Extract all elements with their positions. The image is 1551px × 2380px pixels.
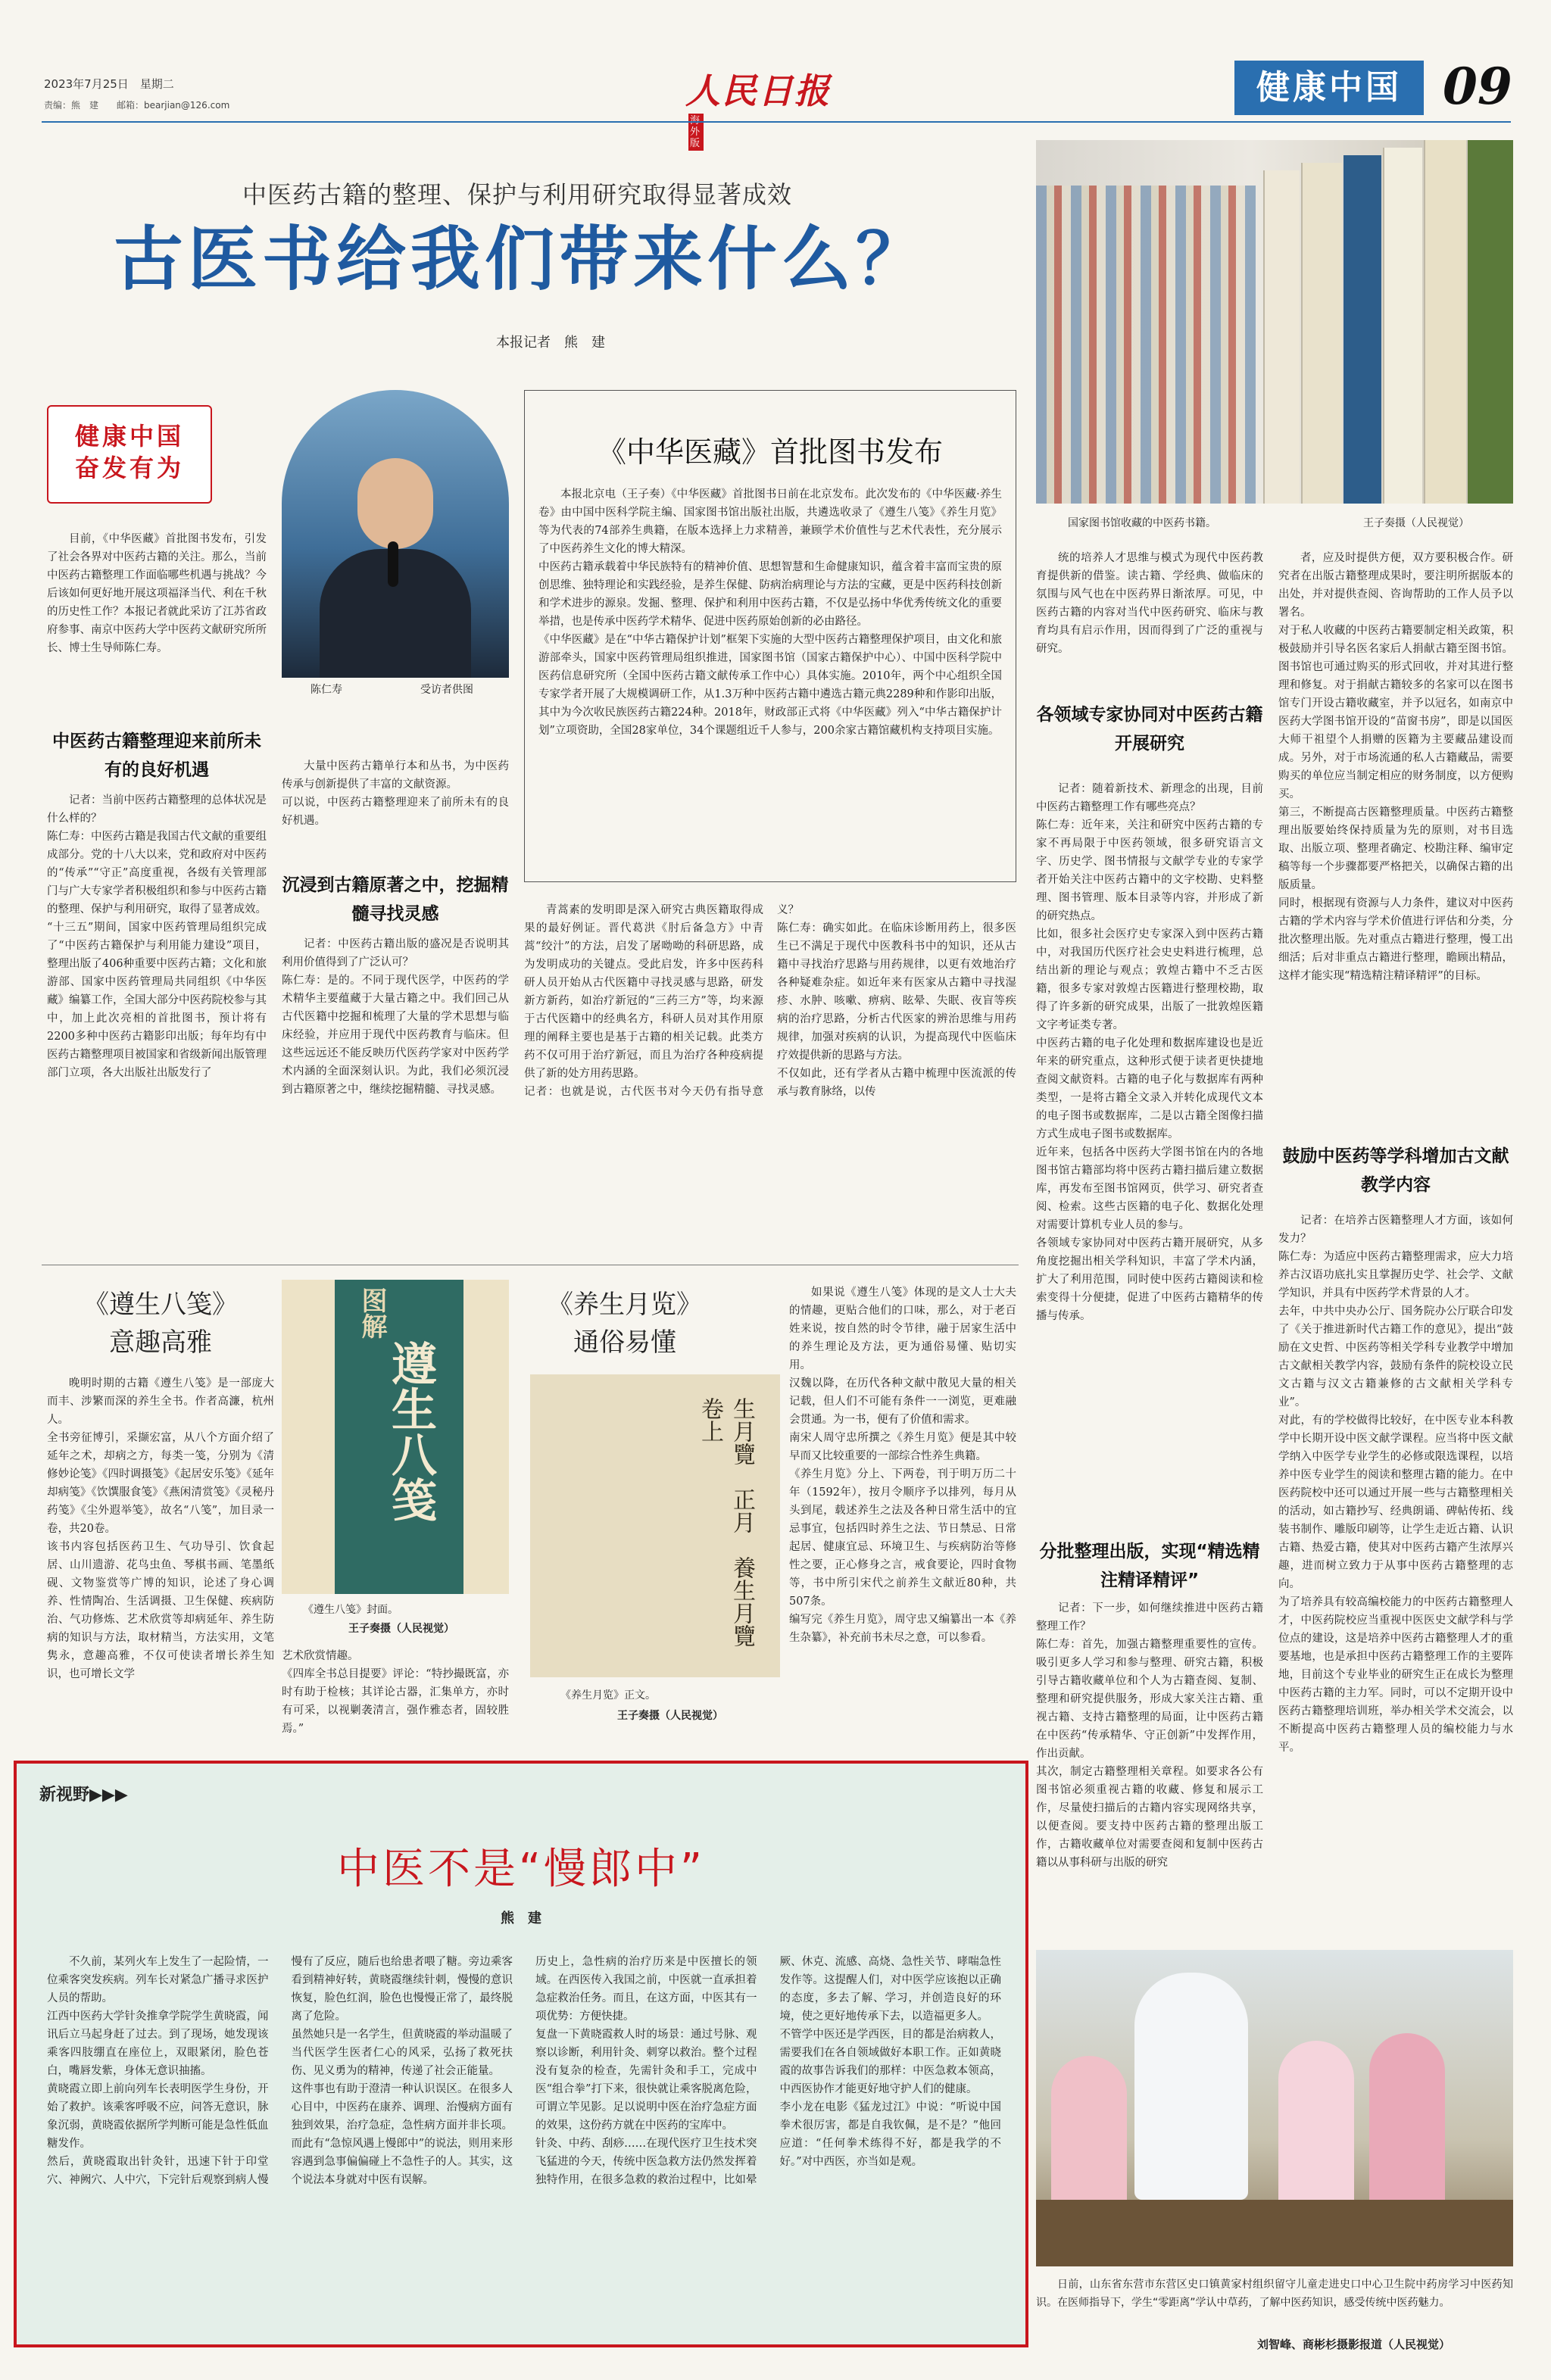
header-date: 2023年7月25日 星期二	[44, 77, 174, 91]
new-view-author: 熊 建	[501, 1911, 541, 1926]
yuelan-title-2: 通俗易懂	[573, 1327, 676, 1358]
header-editors: 责编：熊 建 邮箱：bearjian@126.com	[44, 100, 230, 111]
q2-text: 记者：中医药古籍出版的盛况是否说明其利用价值得到了广泛认可？ 陈仁寿：是的。不同于现代医学，中医药的学术精华主要蕴藏于大量古籍之中。我们回己从古代医籍中挖掘和梳理了大量的学术思想与临床经验，并应用于现代中医药教育与临床。但这些远远还不能反映历代医药学家对中医药学术内涵的全面深刻认识。为此，我们必须沉浸到古籍原著之中，继续挖掘精髓、寻找灵感。	[282, 938, 509, 1096]
yuelan-text: 如果说《遵生八笺》体现的是文人士大夫的情趣，更贴合他们的口味，那么，对于老百姓来说，按自然的时令节律，融于居家生活中的养生理论及方法，更为通俗易懂、贴切实用。 汉魏以降，在历代各种文献中散见大量的相关记载，但人们不可能有条件一一浏览，更难融会贯通。为一书，便有了价值和需求。 南宋人周守忠所撰之《养生月览》便是其中较早而又比较重要的一部综合性养生典籍。 《养生月览》分上、下两卷，刊于明万历二十年（1592年），按月令顺序予以排列，每月从头到尾，载述养生之法及各种日常生活中的宜忌事宜，包括四时养生之法、节日禁忌、日常起居、健康宜忌、环境卫生、与疾病防治等修性之要，正心修身之言，戒食要论，四时食物等，书中所引宋代之前养生文献近80种，共507条。 编写完《养生月览》，周守忠又编纂出一本《养生杂纂》，补充前书未尽之意，可以参看。	[789, 1287, 1016, 1644]
cover-top-text: 图解	[357, 1287, 387, 1339]
zunsheng-text: 晚明时期的古籍《遵生八笺》是一部庞大而丰、涉繁而深的养生全书。作者高濂，杭州人。 全书旁征博引，采撷宏富，从八个方面介绍了延年之术，却病之方，每类一笺，分别为《清修妙论笺》《四时调摄笺》《起居安乐笺》《延年却病笺》《饮馔服食笺》《燕闲清赏笺》《灵秘丹药笺》《尘外遐举笺》，故名“八笺”，加目录一卷，共20卷。 该书内容包括医药卫生、气功导引、饮食起居、山川遗游、花鸟虫鱼、琴棋书画、笔墨纸砚、文物鉴赏等广博的知识，论述了身心调养、性情陶冶、生活调摄、卫生保健、疾病防治、气功修炼、艺术欣赏等却病延年、养生防病的知识与方法，取材精当，方法实用，文笔隽永，意趣高雅，不仅可使读者增长养生知识，也可增长文学	[47, 1377, 274, 1680]
zunsheng-title-2: 意趣高雅	[109, 1327, 212, 1358]
header-rule	[42, 121, 1511, 123]
new-view-text: 不久前，某列火车上发生了一起险情，一位乘客突发疾病。列车长对紧急广播寻求医护人员的帮助。 江西中医药大学针灸推拿学院学生黄晓霞，闻讯后立马起身赶了过去。到了现场，她发现该乘客四肢绷直在座位上，双眼紧闭，脸色苍白，嘴唇发紫，身体无意识抽搐。 黄晓霞立即上前向列车长表明医学生身份，开始了救护。该乘客呼吸不应，问答无意识，脉象沉弱，黄晓霞依据所学判断可能是急性低血糖发作。 然后，黄晓霞取出针灸针，迅速下针于印堂穴、神阙穴、人中穴，下完针后观察到病人慢慢有了反应，随后也给患者喂了糖。旁边乘客看到精神好转，黄晓霞继续针刺，慢慢的意识恢复，脸色红润，脸色也慢慢正常了，最终脱离了危险。 虽然她只是一名学生，但黄晓霞的举动温暖了当代医学生医者仁心的风采，弘扬了救死扶伤、见义勇为的精神，传递了社会正能量。 这件事也有助于澄清一种认识误区。在很多人心目中，中医药在康养、调理、治慢病方面有独到效果，治疗急症，急性病方面并非长项。而此有“急惊风遇上慢郎中”的说法，则用来形容遇到急事偏偏碰上不急性子的人。其实，这个说法本身就对中医有误解。 历史上，急性病的治疗历来是中医擅长的领域。在西医传入我国之前，中医就一直承担着急症救治任务。而且，在这方面，中医其有一项优势：方便快捷。 复盘一下黄晓霞救人时的场景：通过号脉、观察以诊断，利用针灸、刺穿以救治。整个过程没有复杂的检查，先需针灸和手工，完成中医“组合拳”打下来，很快就让乘客脱离危险，可谓立竿见影。足以说明中医在治疗急症方面的效果，这份药方就在中医药的宝库中。 针灸、中药、刮痧……在现代医疗卫生技术突飞猛进的今天，传统中医急救方法仍然发挥着独特作用，在很多急救的救治过程中，比如晕厥、休克、流感、高烧、急性关节、哮喘急性发作等。这提醒人们，对中医学应该抱以正确的态度，多去了解、学习，并创造良好的环境，使之更好地传承下去，以造福更多人。 不管学中医还是学西医，目的都是治病救人，需要我们在各自领域做好本职工作。正如黄晓霞的故事告诉我们的那样：中医急救本领高，中西医协作才能更好地守护人们的健康。 李小龙在电影《猛龙过江》中说：“听说中国拳术很厉害，都是自我钦佩，是不是？”他回应道：“任何拳术练得不好，都是我学的不好。”对中西医，亦当如是观。	[47, 1956, 1001, 2186]
book-spine-1	[1263, 170, 1300, 504]
badge-line1: 健康中国	[74, 422, 184, 451]
release-text: 本报北京电（王子奏）《中华医藏》首批图书日前在北京发布。此次发布的《中华医藏·养生卷》由中国中医科学院主编、国家图书馆出版社出版，共遴选收录了《遵生八笺》《养生月览》等为代表的74部养生典籍，在版本选择上力求精善，兼顾学术价值性与艺术代表性，充分展示了中医药养生文化的博大精深。 中医药古籍承载着中华民族特有的精神价值、思想智慧和生命健康知识，蕴含着丰富而宝贵的原创思维、独特理论和实践经验，是养生保健、防病治病理论与方法的宝藏，更是中医药科技创新和学术进步的源泉。发掘、整理、保护和利用中医药古籍，不仅是弘扬中华优秀传统文化的重要举措，也是传承中医药学术精华、促进中医药原始创新的必由路径。 《中华医藏》是在“中华古籍保护计划”框架下实施的大型中医药古籍整理保护项目，由文化和旅游部牵头，国家中医药管理局组织推进，国家图书馆（国家古籍保护中心）、中国中医科学院中医药信息研究所（全国中医药古籍文献传承工作中心）具体实施。2010年，两个中心组织全国专家学者开展了大规模调研工作，从1.3万种中医药古籍中遴选古籍元典2289种和作影印出版，其中为今次收民族医药古籍224种。2018年，财政部正式将《中华医藏》列入“中华古籍保护计划”立项资助，全国28家单位，34个课题组近千人参与，200余家古籍馆藏机构支持项目实施。	[538, 488, 1002, 737]
yuelan-page-text: 生月覽 正月 養生月覽卷上	[697, 1397, 755, 1647]
yuelan-title-1: 《养生月览》	[548, 1290, 702, 1320]
book-spine-5	[1424, 140, 1466, 504]
zunsheng-caption: 《遵生八笺》封面。	[303, 1604, 398, 1616]
book-spine-2	[1301, 163, 1342, 504]
yuelan-credit: 王子奏摄（人民视觉）	[617, 1710, 723, 1722]
page-number: 09	[1443, 57, 1512, 116]
shelf-books-left	[1036, 186, 1256, 504]
masthead-tag: 外版	[688, 114, 704, 151]
masthead-text: 人民日报	[685, 70, 831, 111]
zunsheng-text-2: 艺术欣赏情趣。 《四库全书总目提要》评论：“特抄撮既富，亦时有助于检核；其详论古器，汇集单方，亦时有可采，以视剿袭清言，强作雅态者，固较胜焉。”	[282, 1650, 509, 1735]
q3-heading: 各领域专家协同对中医药古籍开展研究	[1036, 705, 1263, 753]
bookshelf-caption: 国家图书馆收藏的中医药书籍。	[1068, 517, 1216, 529]
portrait-head	[357, 458, 433, 549]
kid-figure-2	[1278, 2041, 1354, 2207]
kid-figure-1	[1051, 2056, 1127, 2207]
q3-text: 记者：随着新技术、新理念的出现，目前中医药古籍整理工作有哪些亮点？ 陈仁寿：近年来，关注和研究中医药古籍的专家不再局限于中医药领域，很多研究语言文字、历史学、图书情报与文献学专业的专家学者开始关注中医药古籍中的文字校勘、史料整理、图书管理、版本目录等内容，并形成了新的研究热点。 比如，很多社会医疗史专家深入到中医药古籍中，对我国历代医疗社会史史料进行梳理，总结出新的理论与观点；敦煌古籍中不乏古医籍，很多专家对敦煌古医籍进行整理校勘，取得了许多新的研究成果，出版了一批敦煌医籍文字考证类专著。 中医药古籍的电子化处理和数据库建设也是近年来的研究重点，这种形式便于读者更快捷地查阅文献资料。古籍的电子化与数据库有两种类型，一是将古籍全文录入并转化成现代文本的电子图书或数据库，二是以古籍全图像扫描方式生成电子图书或数据库。 近年来，包括各中医药大学图书馆在内的各地图书馆古籍部均将中医药古籍扫描后建立数据库，再发布至图书馆网页，供学习、研究者查阅、检索。这些古医籍的电子化、数据化处理对需要计算机专业人员的参与。 各领域专家协同对中医药古籍开展研究，从多角度挖掘出相关学科知识，丰富了学术内涵，扩大了利用范围，同时使中医药古籍阅读和检索变得十分便捷，促进了中医药古籍精华的传播与传承。	[1036, 783, 1263, 1322]
masthead-logo	[685, 64, 844, 149]
doctor-figure	[1134, 1973, 1248, 2200]
q5-text: 记者：在培养古医籍整理人才方面，该如何发力？ 陈仁寿：为适应中医药古籍整理需求，应大力培养古汉语功底扎实且掌握历史学、社会学、文献学知识，并具有中医药学术背景的人才。 去年，中共中央办公厅、国务院办公厅联合印发了《关于推进新时代古籍工作的意见》，提出“鼓励在文史哲、中医药等相关学科专业教学中增加古文献相关教学内容，鼓励有条件的院校设立民文古籍与汉文古籍兼修的古文献相关学科专业”。 对此，有的学校做得比较好，在中医专业本科教学中长期开设中医文献学课程。应当将中医文献学纳入中医学专业学生的必修或限选课程，以培养中医专业学生的阅读和整理古籍的能力。在中医药院校中还可以通过开展一些与古籍整理相关的活动，如古籍抄写、经典朗诵、碑帖传拓、线装书制作、雕版印刷等，让学生走近古籍、认识古籍、热爱古籍，使其对中医药古籍产生浓厚兴趣，进而树立致力于从事中医药古籍整理的志向。 为了培养具有较高编校能力的中医药古籍整理人才，中医药院校应当重视中医医史文献学科与学位点的建设，这是培养中医药古籍整理人才的重要基地，也是承担中医药古籍整理工作的主要阵地，目前这个专业毕业的研究生正在成长为整理中医药古籍的主力军。同时，可以不定期开设中医药古籍整理培训班，举办相关学术交流会，以不断提高中医药古籍整理人员的编校能力与水平。	[1278, 1215, 1513, 1754]
kid-figure-3	[1369, 2033, 1445, 2207]
zunsheng-credit: 王子奏摄（人民视觉）	[348, 1623, 454, 1635]
q5-heading: 鼓励中医药等学科增加古文献教学内容	[1282, 1146, 1509, 1195]
bookshelf-photo	[1036, 140, 1513, 504]
kids-credit: 刘智峰、商彬杉摄影报道（人民视觉）	[1257, 2338, 1451, 2351]
q4-heading: 分批整理出版，实现“精选精注精译精评”	[1039, 1542, 1260, 1590]
right-col-a-top: 统的培养人才思维与模式为现代中医药教育提供新的借鉴。读古籍、学经典、做临床的氛围与风气也在中医药界日渐浓厚。可见，中医药古籍的内容对当代中医药研究、临床与教育均具有启示作用，因而得到了广泛的重视与研究。	[1036, 552, 1263, 655]
lead-kicker: 中医药古籍的整理、保护与利用研究取得显著成效	[242, 180, 793, 209]
section-banner: 健康中国	[1234, 61, 1424, 115]
yuelan-page-photo	[530, 1374, 780, 1677]
lead-intro: 目前，《中华医藏》首批图书发布，引发了社会各界对中医药古籍的关注。那么，当前中医药古籍整理工作面临哪些机遇与挑战？今后该如何更好地开展这项福泽当代、利在千秋的历史性工作？本报记者就此采访了江苏省政府参事、南京中医药大学中医药文献研究所所长、博士生导师陈仁寿。	[47, 533, 267, 654]
q2-heading: 沉浸到古籍原著之中，挖掘精髓寻找灵感	[282, 875, 509, 924]
q1-text: 记者：当前中医药古籍整理的总体状况是什么样的？ 陈仁寿：中医药古籍是我国古代文献的重要组成部分。党的十八大以来，党和政府对中医药的“传承”“守正”高度重视，各级有关管理部门与广大专家学者积极组织和参与中医药古籍的整理、保护与利用研究，取得了显著成效。 “十三五”期间，国家中医药管理局组织完成了“中医药古籍保护与利用能力建设”项目，整理出版了406种重要中医药古籍；文化和旅游部、国家中医药管理局共同组织《中华医藏》编纂工作，全国大部分中医药院校参与其中，加上此次亮相的首批图书，预计将有2200多种中医药古籍影印出版；每年均有中医药古籍整理项目被国家和省级新闻出版管理部门立项，各大出版社出版发行了	[47, 794, 267, 1079]
new-view-label: 新视野▶▶▶	[39, 1786, 128, 1804]
book-spine-3	[1343, 155, 1381, 504]
release-title: 《中华医藏》首批图书发布	[597, 435, 943, 469]
herb-table	[1036, 2200, 1513, 2266]
cover-title-text: 遵生八笺	[384, 1340, 437, 1522]
release-box	[524, 390, 1016, 882]
bookshelf-credit: 王子奏摄（人民视觉）	[1363, 517, 1469, 529]
kids-photo	[1036, 1950, 1513, 2266]
lead-title: 古医书给我们带来什么？	[114, 218, 931, 300]
book-spine-6	[1468, 140, 1513, 504]
new-view-box	[14, 1761, 1028, 2347]
badge-line2: 奋发有为	[74, 454, 184, 482]
portrait-caption-name: 陈仁寿	[311, 684, 342, 696]
portrait-photo	[282, 390, 509, 678]
mid-col-text: 青蒿素的发明即是深入研究古典医籍取得成果的最好例证。晋代葛洪《肘后备急方》中青蒿“绞汁”的方法，启发了屠呦呦的科研思路，成为发明成功的关键点。受此启发，许多中医药科研人员开始从古代医籍中寻找灵感与思路，研发新方新药，如治疗新冠的“三药三方”等，均来源于古代医籍中的经典名方，科研人员对其作用原理的阐释主要也是基于古籍的相关记载。此类方药不仅可用于治疗新冠，而且为治疗各种疫病提供了新的处方用药思路。 记者：也就是说，古代医书对今天仍有指导意义？ 陈仁寿：确实如此。在临床诊断用药上，很多医生已不满足于现代中医教科书中的知识，还从古籍中寻找治疗思路与用药规律，以更有效地治疗各种疑难杂症。如近年来有医家从古籍中寻找湿疹、水肿、咳嗽、痹病、眩晕、失眠、夜盲等疾病的治疗思路，分析古代医家的辨治思维与用药规律，加强对疾病的认识，为提高现代中医临床疗效提供新的思路与方法。 不仅如此，还有学者从古籍中梳理中医流派的传承与教育脉络，以传	[524, 904, 1016, 1098]
col2-top-text: 大量中医药古籍单行本和丛书，为中医药传承与创新提供了丰富的文献资源。 可以说，中医药古籍整理迎来了前所未有的良好机遇。	[282, 760, 509, 827]
book-spine-4	[1383, 148, 1422, 504]
yuelan-caption: 《养生月览》正文。	[560, 1689, 656, 1702]
kids-caption: 日前，山东省东营市东营区史口镇黄家村组织留守儿童走进史口中心卫生院中药房学习中医药知识。在医师指导下，学生“零距离”学认中草药，了解中医药知识，感受传统中医药魅力。	[1036, 2279, 1513, 2309]
badge-jiankang	[47, 405, 212, 504]
right-col-b: 者，应及时提供方便，双方要积极合作。研究者在出版古籍整理成果时，要注明所据版本的出处，并对提供查阅、咨询帮助的工作人员予以署名。 对于私人收藏的中医药古籍要制定相关政策，积极鼓励并引导名医名家后人捐献古籍至图书馆。图书馆也可通过购买的形式回收，并对其进行整理和修复。对于捐献古籍较多的名家可以在图书馆专门开设古籍收藏室，并予以冠名，如南京中医药大学图书馆开设的“苗窗书房”，即是以国医大师干祖望个人捐赠的医籍为主要藏品建设而成。另外，对于市场流通的私人古籍藏品，需要购买的单位应当制定相应的财务制度，以方便购买。 第三，不断提高古医籍整理质量。中医药古籍整理出版要始终保持质量为先的原则，对书目选取、出版立项、整理者确定、校勘注释、编审定稿等每一个步骤都要严格把关，以确保古籍的出版质量。 同时，根据现有资源与人力条件，建议对中医药古籍的学术内容与学术价值进行评估和分类，分批次整理出版。先对重点古籍进行整理，慢工出细活；后对非重点古籍进行整理，瞻顾出精品，这样才能实现“精选精注精译精评”的目标。	[1278, 552, 1513, 982]
portrait-caption-credit: 受访者供图	[420, 684, 473, 696]
lead-byline: 本报记者 熊 建	[496, 335, 605, 351]
microphone-icon	[388, 541, 398, 587]
zunsheng-cover-photo	[282, 1280, 509, 1594]
new-view-title: 中医不是“慢郎中”	[336, 1845, 706, 1894]
q1-heading: 中医药古籍整理迎来前所未有的良好机遇	[52, 731, 261, 780]
zunsheng-title-1: 《遵生八笺》	[83, 1290, 238, 1320]
q4-text: 记者：下一步，如何继续推进中医药古籍整理工作？ 陈仁寿：首先，加强古籍整理重要性的宣传。吸引更多人学习和参与整理、研究古籍，积极引导古籍收藏单位和个人为古籍查阅、复制、整理和研究提供服务，形成大家关注古籍、重视古籍、支持古籍整理的局面，让中医药古籍在中医药“传承精华、守正创新”中发挥作用，作出贡献。 其次，制定古籍整理相关章程。如要求各公有图书馆必须重视古籍的收藏、修复和展示工作，尽量使扫描后的古籍内容实现网络共享，以便查阅。要支持中医药古籍的整理出版工作，古籍收藏单位对需要查阅和复制中医药古籍以从事科研与出版的研究	[1036, 1602, 1263, 1869]
